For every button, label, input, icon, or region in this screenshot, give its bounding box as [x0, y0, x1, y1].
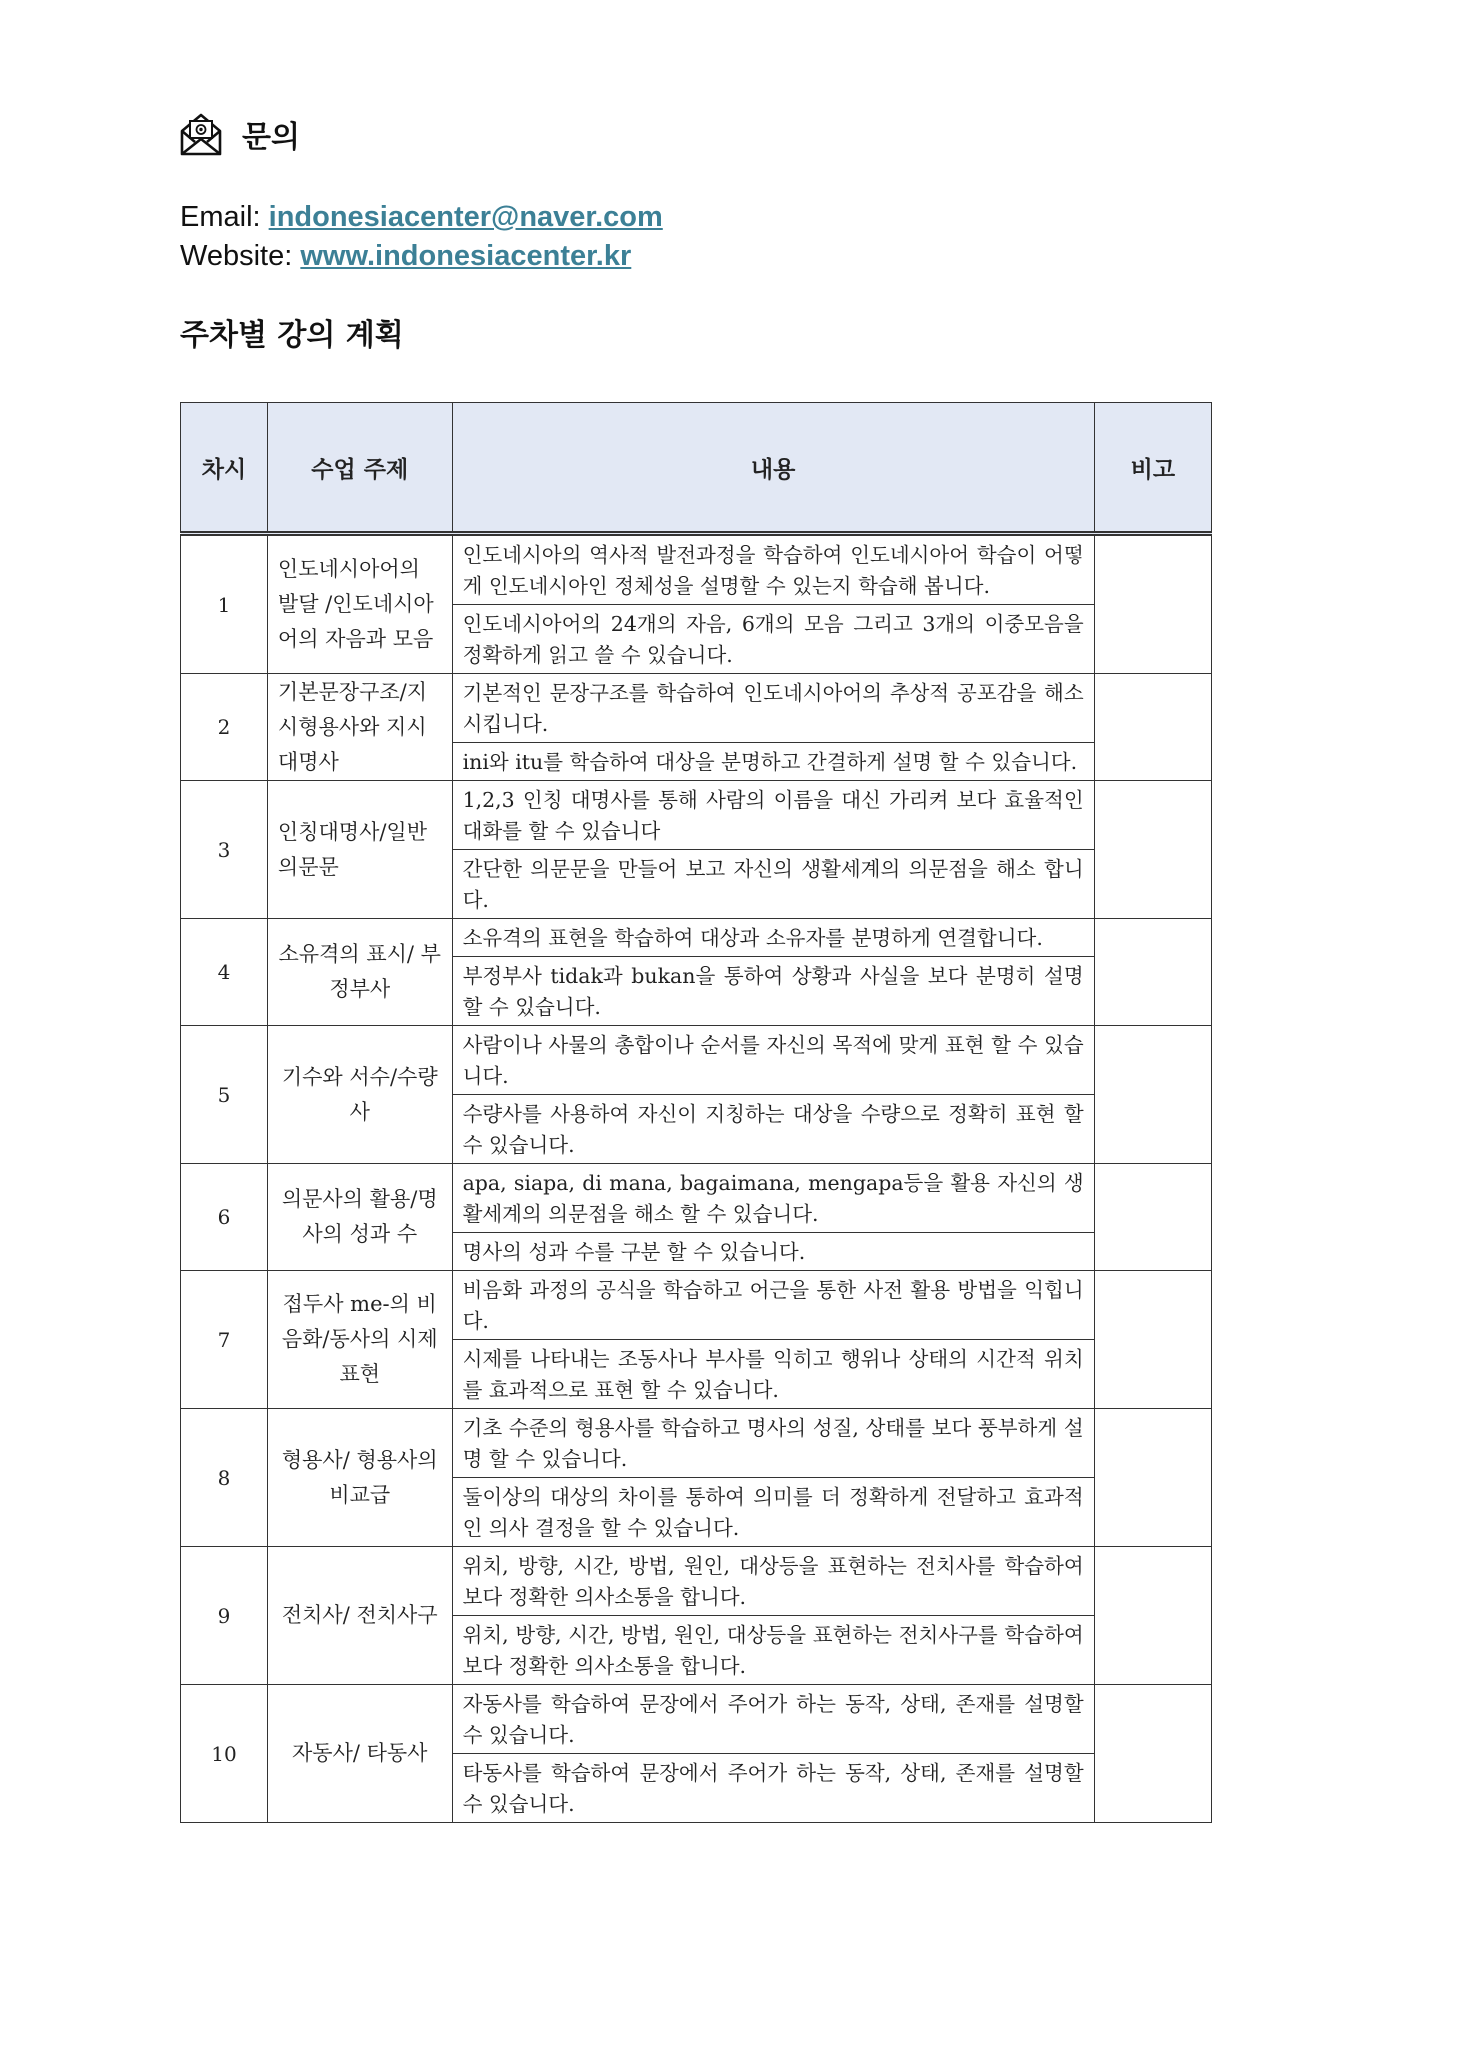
lesson-topic: 인칭대명사/일반의문문	[267, 781, 452, 919]
table-row	[181, 919, 1212, 1026]
lesson-content	[452, 534, 1094, 674]
lesson-note	[1094, 1685, 1211, 1823]
email-label: Email:	[180, 201, 269, 233]
session-number: 10	[181, 1685, 268, 1823]
lesson-topic: 형용사/ 형용사의 비교급	[267, 1409, 452, 1547]
header-note: 비고	[1094, 403, 1211, 534]
weekly-plan-table	[180, 402, 1212, 1823]
lesson-note	[1094, 781, 1211, 919]
content-line: 간단한 의문문을 만들어 보고 자신의 생활세계의 의문점을 해소 합니다.	[462, 857, 1084, 912]
inquiry-heading	[180, 104, 300, 164]
lesson-content	[452, 1164, 1094, 1271]
header-topic: 수업 주제	[267, 403, 452, 534]
lesson-topic: 자동사/ 타동사	[267, 1685, 452, 1823]
content-line: 인도네시아어의 24개의 자음, 6개의 모음 그리고 3개의 이중모음을 정확하게 읽고 쓸 수 있습니다.	[462, 612, 1084, 667]
lesson-topic: 인도네시아어의 발달 /인도네시아어의 자음과 모음	[267, 534, 452, 674]
content-line: 위치, 방향, 시간, 방법, 원인, 대상등을 표현하는 전치사구를 학습하여 보다 정확한 의사소통을 합니다.	[462, 1623, 1084, 1678]
lesson-content	[452, 1685, 1094, 1823]
lesson-content	[452, 919, 1094, 1026]
email-link[interactable]: indonesiacenter@naver.com	[268, 201, 663, 233]
table-row	[181, 1026, 1212, 1164]
website-line	[180, 237, 663, 276]
contact-info	[180, 198, 663, 276]
envelope-at-icon	[180, 111, 222, 157]
lesson-note	[1094, 1409, 1211, 1547]
email-line	[180, 198, 663, 237]
content-line: 인도네시아의 역사적 발전과정을 학습하여 인도네시아어 학습이 어떻게 인도네시아인 정체성을 설명할 수 있는지 학습해 봅니다.	[453, 536, 1094, 605]
content-line: 1,2,3 인칭 대명사를 통해 사람의 이름을 대신 가리켜 보다 효율적인 대화를 할 수 있습니다	[453, 781, 1094, 850]
session-number: 9	[181, 1547, 268, 1685]
website-link[interactable]: www.indonesiacenter.kr	[300, 240, 632, 272]
content-line: apa, siapa, di mana, bagaimana, mengapa등을 활용 자신의 생활세계의 의문점을 해소 할 수 있습니다.	[453, 1164, 1094, 1233]
session-number: 2	[181, 674, 268, 781]
lesson-topic: 의문사의 활용/명사의 성과 수	[267, 1164, 452, 1271]
lesson-topic: 소유격의 표시/ 부정부사	[267, 919, 452, 1026]
content-line: ini와 itu를 학습하여 대상을 분명하고 간결하게 설명 할 수 있습니다.	[462, 750, 1078, 774]
lesson-note	[1094, 674, 1211, 781]
lesson-content	[452, 1271, 1094, 1409]
table-body	[181, 534, 1212, 1823]
lesson-note	[1094, 919, 1211, 1026]
lesson-topic: 기수와 서수/수량사	[267, 1026, 452, 1164]
content-line: 시제를 나타내는 조동사나 부사를 익히고 행위나 상태의 시간적 위치를 효과적으로 표현 할 수 있습니다.	[462, 1347, 1084, 1402]
table-header-row	[181, 403, 1212, 534]
content-line: 타동사를 학습하여 문장에서 주어가 하는 동작, 상태, 존재를 설명할 수 있습니다.	[462, 1761, 1084, 1816]
table-row	[181, 1685, 1212, 1823]
lesson-content	[452, 781, 1094, 919]
content-line: 수량사를 사용하여 자신이 지칭하는 대상을 수량으로 정확히 표현 할 수 있습니다.	[462, 1102, 1084, 1157]
header-session: 차시	[181, 403, 268, 534]
session-number: 7	[181, 1271, 268, 1409]
table-row	[181, 1409, 1212, 1547]
session-number: 5	[181, 1026, 268, 1164]
session-number: 6	[181, 1164, 268, 1271]
header-content: 내용	[452, 403, 1094, 534]
lesson-note	[1094, 1547, 1211, 1685]
content-line: 명사의 성과 수를 구분 할 수 있습니다.	[462, 1240, 806, 1264]
inquiry-title: 문의	[242, 120, 300, 155]
content-line: 둘이상의 대상의 차이를 통하여 의미를 더 정확하게 전달하고 효과적인 의사 결정을 할 수 있습니다.	[462, 1485, 1084, 1540]
lesson-content	[452, 1026, 1094, 1164]
lesson-note	[1094, 534, 1211, 674]
lesson-content	[452, 1547, 1094, 1685]
table-row	[181, 1547, 1212, 1685]
lesson-note	[1094, 1271, 1211, 1409]
lesson-content	[452, 1409, 1094, 1547]
table-row	[181, 1164, 1212, 1271]
content-line: 기본적인 문장구조를 학습하여 인도네시아어의 추상적 공포감을 해소 시킵니다.	[453, 674, 1094, 743]
lesson-note	[1094, 1026, 1211, 1164]
lesson-topic: 전치사/ 전치사구	[267, 1547, 452, 1685]
content-line: 소유격의 표현을 학습하여 대상과 소유자를 분명하게 연결합니다.	[453, 919, 1094, 957]
table-row	[181, 1271, 1212, 1409]
content-line: 부정부사 tidak과 bukan을 통하여 상황과 사실을 보다 분명히 설명 할 수 있습니다.	[462, 964, 1084, 1019]
lesson-note	[1094, 1164, 1211, 1271]
website-label: Website:	[180, 240, 301, 272]
content-line: 기초 수준의 형용사를 학습하고 명사의 성질, 상태를 보다 풍부하게 설명 할 수 있습니다.	[453, 1409, 1094, 1478]
session-number: 1	[181, 534, 268, 674]
session-number: 3	[181, 781, 268, 919]
lesson-topic: 접두사 me-의 비음화/동사의 시제 표현	[267, 1271, 452, 1409]
lesson-topic: 기본문장구조/지시형용사와 지시 대명사	[267, 674, 452, 781]
table-row	[181, 674, 1212, 781]
plan-title: 주차별 강의 계획	[180, 318, 404, 353]
content-line: 위치, 방향, 시간, 방법, 원인, 대상등을 표현하는 전치사를 학습하여 보다 정확한 의사소통을 합니다.	[453, 1547, 1094, 1616]
content-line: 자동사를 학습하여 문장에서 주어가 하는 동작, 상태, 존재를 설명할 수 있습니다.	[453, 1685, 1094, 1754]
session-number: 8	[181, 1409, 268, 1547]
table-row	[181, 781, 1212, 919]
session-number: 4	[181, 919, 268, 1026]
content-line: 비음화 과정의 공식을 학습하고 어근을 통한 사전 활용 방법을 익힙니다.	[453, 1271, 1094, 1340]
content-line: 사람이나 사물의 총합이나 순서를 자신의 목적에 맞게 표현 할 수 있습니다.	[453, 1026, 1094, 1095]
lesson-content	[452, 674, 1094, 781]
table-row	[181, 534, 1212, 674]
